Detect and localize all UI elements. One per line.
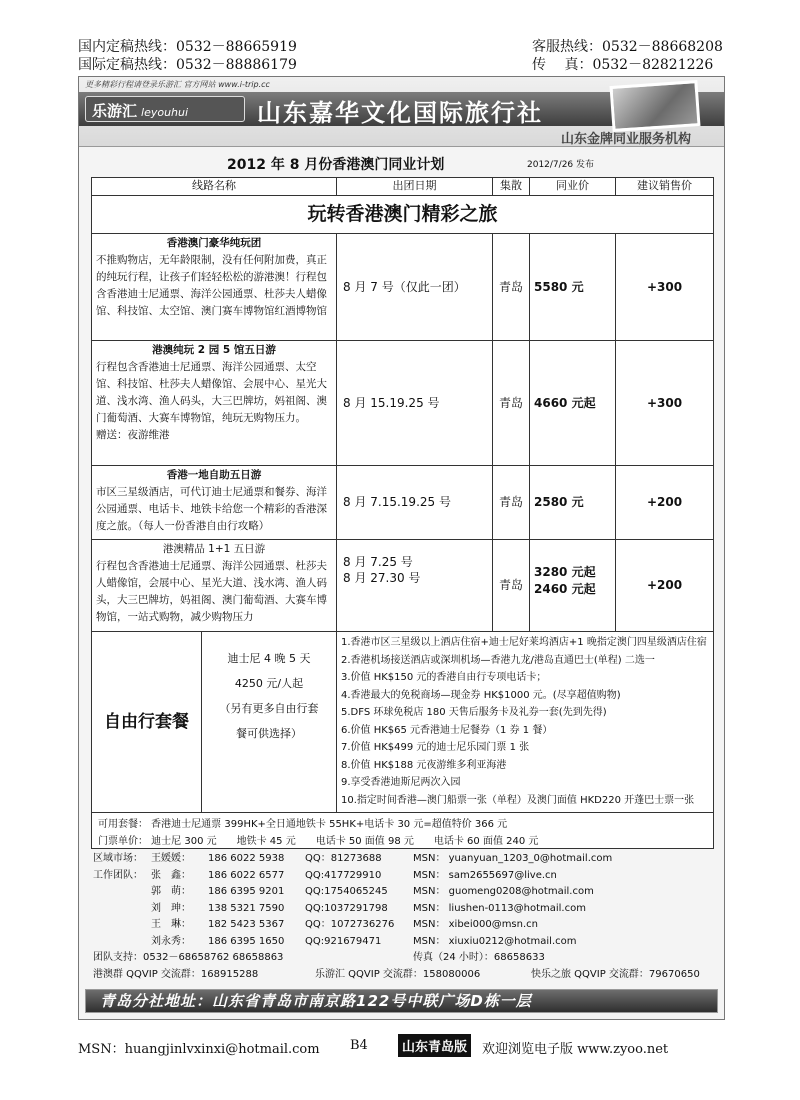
route-1-hub: 青岛 [493, 234, 530, 341]
free-travel-note-1: （另有更多自由行套 [219, 702, 319, 715]
route-2-info [92, 341, 337, 466]
free-travel-label: 自由行套餐 [92, 632, 202, 813]
contact-msn[interactable]: MSN： yuanyuan_1203_0@hotmail.com [413, 853, 613, 864]
package-notes [92, 813, 713, 848]
contact-row [93, 934, 713, 951]
qq-groups-row [93, 967, 713, 984]
route-2-desc: 行程包含香港迪士尼通票、海洋公园通票、太空馆、科技馆、杜莎夫人蜡像馆、会展中心、星光大道、浅水湾、渔人码头，大三巴牌坊，妈祖阁、澳门葡萄酒、大赛车博物馆，纯玩无购物压力。 [96, 361, 327, 424]
route-4-info [92, 540, 337, 632]
available-packages: 可用套餐： 香港迪士尼通票 399HK+全日通地铁卡 55HK+电话卡 30 元=超值特价 366 元 [98, 819, 508, 830]
ticket-prices: 门票单价： 迪士尼 300 元 地铁卡 45 元 电话卡 50 面值 98 元 电话卡 60 面值 240 元 [98, 836, 539, 847]
intl-hotline: 国际定稿热线：0532－88886179 [78, 57, 297, 73]
footer-welcome: 欢迎浏览电子版 www.zyoo.net [482, 1042, 669, 1057]
route-2-dates: 8 月 15.19.25 号 [337, 341, 493, 466]
contact-qq: QQ：1072736276 [305, 919, 395, 930]
qq-group-leyouhui: 乐游汇 QQVIP 交流群：158080006 [315, 968, 481, 980]
qq-group-hk-macau: 港澳群 QQVIP 交流群：168915288 [93, 968, 259, 980]
contact-name: 刘永秀： [151, 935, 191, 947]
contact-msn[interactable]: MSN： sam2655697@live.cn [413, 869, 557, 881]
route-3-dates: 8 月 7.15.19.25 号 [337, 466, 493, 540]
route-4-price-1: 3280 元起 [534, 565, 596, 579]
inclusion-item: 8.价值 HK$188 元夜游维多利亚海港 [341, 759, 507, 771]
route-4-price [530, 540, 616, 632]
col-header-trade-price: 同业价 [530, 178, 616, 196]
route-2-suggest: +300 [616, 341, 713, 466]
route-4-desc: 行程包含香港迪士尼通票、海洋公园通票、杜莎夫人蜡像馆，会展中心、星光大道、浅水湾、渔人码头，大三巴牌坊，妈祖阁、澳门葡萄酒、大赛车博物馆，一站式购物，减少购物压力 [96, 560, 327, 623]
free-travel-package-name: 迪士尼 4 晚 5 天 [227, 652, 311, 665]
contact-qq: QQ:1037291798 [305, 902, 388, 914]
footer-msn: MSN：huangjinlvxinxi@hotmail.com [78, 1042, 320, 1057]
route-1-suggest: +300 [616, 234, 713, 341]
fax-number: 传 真：0532－82821226 [532, 57, 714, 73]
contact-qq: QQ：81273688 [305, 853, 382, 864]
contact-row [93, 884, 713, 901]
route-1-desc: 不推购物店，无年龄限制，没有任何附加费，真正的纯玩行程，让孩子们轻轻松松的游港澳！行程包含香港迪士尼通票、海洋公园通票、杜莎夫人蜡像馆、科技馆、太空馆、澳门赛车博物馆红酒博物馆 [96, 254, 327, 317]
inclusion-item: 6.价值 HK$65 元香港迪士尼餐券（1 券 1 餐） [341, 724, 553, 736]
route-4-suggest: +200 [616, 540, 713, 632]
contact-name: 王媛媛： [151, 853, 191, 864]
contact-name: 张 鑫： [151, 869, 191, 881]
inclusion-item: 10.指定时间香港—澳门船票一张（单程）及澳门面值 HKD220 开蓬巴士票一张 [341, 794, 695, 806]
service-hotline: 客服热线：0532－88668208 [532, 39, 723, 55]
contact-qq: QQ:417729910 [305, 869, 382, 881]
website-tagline: 更多精彩行程请登录乐游汇 官方网站 www.i-trip.cc [85, 80, 270, 89]
contact-phone: 186 6395 9201 [208, 886, 285, 897]
free-travel-note-2: 餐可供选择） [236, 727, 302, 740]
route-1-name: 香港澳门豪华纯玩团 [166, 237, 262, 249]
inclusion-item: 7.价值 HK$499 元的迪士尼乐园门票 1 张 [341, 742, 530, 753]
contact-msn[interactable]: MSN： xiuxiu0212@hotmail.com [413, 935, 577, 947]
plan-title: 2012 年 8 月份香港澳门同业计划 [227, 157, 445, 173]
route-1-dates: 8 月 7 号（仅此一团） [337, 234, 493, 341]
brand-name-cn: 乐游汇 [92, 102, 138, 120]
route-3-desc: 市区三星级酒店，可代订迪士尼通票和餐券、海洋公园通票、电话卡、地铁卡给您一个精彩的香港深度之旅。（每人一份香港自由行攻略） [96, 486, 327, 532]
publish-date: 2012/7/26 发布 [527, 160, 595, 170]
col-header-route: 线路名称 [92, 178, 337, 196]
qq-group-happy-trip: 快乐之旅 QQVIP 交流群：79670650 [531, 968, 700, 980]
brand-name-en: leyouhui [141, 106, 189, 119]
inclusion-item: 5.DFS 环球免税店 180 天售后服务卡及礼券一套(先到先得) [341, 707, 607, 718]
inclusion-item: 3.价值 HK$150 元的香港自由行专项电话卡； [341, 672, 547, 683]
free-travel-price: 4250 元/人起 [234, 677, 304, 690]
itinerary-table [91, 177, 714, 849]
branch-address: 青岛分社地址：山东省青岛市南京路122号中联广场D栋一层 [85, 989, 718, 1013]
inclusion-item: 9.享受香港迪斯尼两次入园 [341, 777, 461, 788]
flyer-page [78, 76, 725, 1020]
col-header-suggested-price: 建议销售价 [616, 178, 713, 196]
contact-msn[interactable]: MSN： xibei000@msn.cn [413, 919, 538, 930]
col-header-hub: 集散 [493, 178, 530, 196]
contact-qq: QQ:1754065245 [305, 886, 388, 897]
route-1-price: 5580 元 [530, 234, 616, 341]
route-3-suggest: +200 [616, 466, 713, 540]
contact-name: 王 琳： [151, 919, 191, 930]
route-3-hub: 青岛 [493, 466, 530, 540]
contact-phone: 182 5423 5367 [208, 919, 285, 930]
inclusion-item: 2.香港机场接送酒店或深圳机场—香港九龙/港岛直通巴士(单程) 二选一 [341, 654, 655, 666]
agency-name: 山东嘉华文化国际旅行社 [257, 98, 543, 127]
route-4-price-2: 2460 元起 [534, 582, 596, 596]
contact-list [93, 851, 713, 983]
contact-phone: 186 6022 5938 [208, 853, 285, 864]
support-row [93, 950, 713, 967]
brand-logo [85, 96, 245, 122]
route-2-name: 港澳纯玩 2 园 5 馆五日游 [152, 344, 276, 356]
agency-banner [79, 77, 724, 147]
route-4-dates [337, 540, 493, 632]
inclusion-item: 1.香港市区三星级以上酒店住宿+迪士尼好莱坞酒店+1 晚指定澳门四星级酒店住宿 [341, 637, 707, 648]
free-travel-inclusions [337, 632, 713, 813]
route-4-name: 港澳精品 1+1 五日游 [162, 543, 266, 555]
contact-msn[interactable]: MSN： guomeng0208@hotmail.com [413, 886, 594, 897]
route-4-dates-2: 8 月 27.30 号 [343, 571, 421, 585]
contact-row [93, 868, 713, 885]
scenery-photo [610, 80, 701, 132]
col-header-date: 出团日期 [337, 178, 493, 196]
free-travel-package [202, 632, 337, 813]
contact-phone: 186 6022 6577 [208, 869, 285, 881]
route-1-info [92, 234, 337, 341]
page-number: B4 [350, 1038, 368, 1053]
route-3-name: 香港一地自助五日游 [166, 469, 262, 481]
inclusion-item: 4.香港最大的免税商场—现金券 HK$1000 元。(尽享超值购物) [341, 689, 621, 701]
route-2-hub: 青岛 [493, 341, 530, 466]
contact-row [93, 901, 713, 918]
route-3-price: 2580 元 [530, 466, 616, 540]
route-3-info [92, 466, 337, 540]
contact-phone: 138 5321 7590 [208, 902, 285, 914]
contact-role: 工作团队： [93, 869, 143, 881]
contact-name: 刘 珅： [151, 902, 191, 914]
route-4-hub: 青岛 [493, 540, 530, 632]
team-support-phone: 团队支持：0532－68658762 68658863 [93, 952, 284, 963]
contact-msn[interactable]: MSN： liushen-0113@hotmail.com [413, 902, 586, 914]
domestic-hotline: 国内定稿热线：0532－88665919 [78, 39, 297, 55]
contact-phone: 186 6395 1650 [208, 935, 285, 947]
route-4-dates-1: 8 月 7.25 号 [343, 555, 413, 569]
theme-title: 玩转香港澳门精彩之旅 [92, 196, 713, 234]
edition-logo: 山东青岛版 [398, 1034, 471, 1057]
contact-qq: QQ:921679471 [305, 935, 382, 947]
route-2-price: 4660 元起 [530, 341, 616, 466]
contact-name: 郭 萌： [151, 886, 191, 897]
contact-row [93, 851, 713, 868]
route-2-gift: 赠送：夜游维港 [96, 429, 170, 441]
contact-role: 区域市场： [93, 853, 143, 864]
contact-row [93, 917, 713, 934]
agency-slogan: 山东金牌同业服务机构 [561, 132, 692, 147]
fax-24h: 传真（24 小时）：68658633 [413, 952, 545, 963]
